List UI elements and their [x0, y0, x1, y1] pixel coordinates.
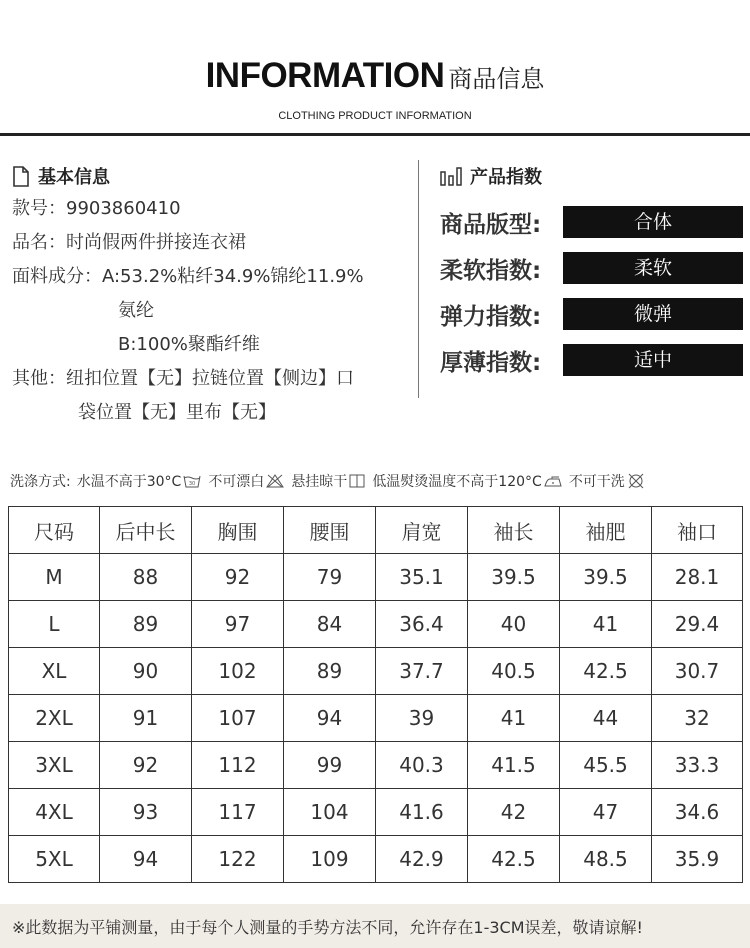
thickness-row: [440, 344, 745, 376]
table-cell: 5XL: [9, 836, 100, 883]
table-cell: 45.5: [560, 742, 652, 789]
header-size: 尺码: [9, 507, 100, 554]
fit-row: [440, 206, 745, 238]
table-cell: 122: [192, 836, 284, 883]
table-cell: 88: [100, 554, 192, 601]
table-cell: L: [9, 601, 100, 648]
table-cell: 107: [192, 695, 284, 742]
header: [0, 0, 750, 136]
other-row: [12, 362, 412, 396]
table-cell: 39: [376, 695, 468, 742]
softness-row: [440, 252, 745, 284]
no-dryclean-icon: [627, 473, 645, 489]
fabric-row: [12, 260, 412, 294]
table-cell: 89: [100, 601, 192, 648]
table-cell: 90: [100, 648, 192, 695]
table-row: [9, 836, 743, 883]
table-cell: 40: [468, 601, 560, 648]
basic-info-section: [12, 160, 412, 430]
line-dry-icon: [349, 474, 365, 488]
size-table: [8, 506, 743, 883]
table-cell: 79: [284, 554, 376, 601]
washing-instructions: [10, 470, 652, 492]
table-row: [9, 648, 743, 695]
table-cell: 30.7: [652, 648, 743, 695]
header-bust: 胸围: [192, 507, 284, 554]
product-index-title: 产品指数: [470, 167, 542, 188]
other-value-line2: 袋位置【无】里布【无】: [78, 402, 276, 423]
table-row: [9, 695, 743, 742]
table-cell: 93: [100, 789, 192, 836]
elasticity-row: [440, 298, 745, 330]
table-cell: 94: [100, 836, 192, 883]
style-number-row: [12, 192, 412, 226]
table-cell: 41.6: [376, 789, 468, 836]
basic-info-heading: [12, 160, 412, 192]
table-cell: 44: [560, 695, 652, 742]
elasticity-label: 弹力指数:: [440, 303, 542, 330]
other-value-line1: 纽扣位置【无】拉链位置【侧边】口: [66, 368, 354, 389]
table-header-row: [9, 507, 743, 554]
wash-item-line-dry: 悬挂晾干: [291, 474, 348, 490]
header-sleeve-length: 袖长: [468, 507, 560, 554]
table-cell: 3XL: [9, 742, 100, 789]
fabric-a-value: A:53.2%粘纤34.9%锦纶11.9%: [102, 266, 364, 287]
table-cell: 94: [284, 695, 376, 742]
table-cell: 42.5: [560, 648, 652, 695]
title-row: [0, 56, 750, 96]
style-number-value: 9903860410: [66, 198, 181, 219]
title-english: INFORMATION: [205, 56, 445, 95]
product-name-label: 品名：: [12, 232, 66, 253]
table-cell: 92: [100, 742, 192, 789]
basic-info-title: 基本信息: [38, 167, 110, 188]
elasticity-value: 微弹: [563, 298, 743, 330]
thickness-label: 厚薄指数:: [440, 349, 542, 376]
table-cell: 36.4: [376, 601, 468, 648]
table-cell: 92: [192, 554, 284, 601]
fabric-a-continued: 氨纶: [118, 300, 154, 321]
table-cell: 33.3: [652, 742, 743, 789]
wash-item-no-dryclean: 不可干洗: [568, 474, 625, 490]
table-cell: 41.5: [468, 742, 560, 789]
table-cell: 102: [192, 648, 284, 695]
section-divider: [418, 160, 419, 398]
table-cell: 84: [284, 601, 376, 648]
header-shoulder: 肩宽: [376, 507, 468, 554]
product-name-row: [12, 226, 412, 260]
table-cell: 109: [284, 836, 376, 883]
table-cell: 48.5: [560, 836, 652, 883]
svg-text:30: 30: [189, 481, 196, 487]
measurement-note-text: ※此数据为平铺测量，由于每个人测量的手势方法不同，允许存在1-3CM误差，敬请谅解!: [12, 917, 643, 937]
header-sleeve-width: 袖肥: [560, 507, 652, 554]
wash-label: 洗涤方式:: [10, 474, 71, 490]
table-cell: 42.5: [468, 836, 560, 883]
header-cuff: 袖口: [652, 507, 743, 554]
table-cell: 42: [468, 789, 560, 836]
style-number-label: 款号：: [12, 198, 66, 219]
table-cell: 35.9: [652, 836, 743, 883]
table-cell: 41: [560, 601, 652, 648]
table-cell: 117: [192, 789, 284, 836]
header-waist: 腰围: [284, 507, 376, 554]
table-cell: 42.9: [376, 836, 468, 883]
fabric-label: 面料成分：: [12, 266, 102, 287]
table-cell: 4XL: [9, 789, 100, 836]
table-cell: 39.5: [468, 554, 560, 601]
product-index-heading: [440, 160, 745, 192]
fit-label: 商品版型:: [440, 211, 542, 238]
thickness-value: 适中: [563, 344, 743, 376]
table-cell: 112: [192, 742, 284, 789]
table-cell: 40.5: [468, 648, 560, 695]
table-cell: 99: [284, 742, 376, 789]
table-row: [9, 789, 743, 836]
table-cell: 97: [192, 601, 284, 648]
measurement-note: [0, 904, 750, 948]
table-cell: 41: [468, 695, 560, 742]
table-cell: 28.1: [652, 554, 743, 601]
document-icon: [12, 166, 30, 187]
table-cell: 37.7: [376, 648, 468, 695]
table-cell: M: [9, 554, 100, 601]
wash-item-no-bleach: 不可漂白: [208, 474, 265, 490]
title-chinese: 商品信息: [448, 64, 545, 93]
table-cell: 34.6: [652, 789, 743, 836]
no-bleach-icon: [266, 474, 284, 488]
table-cell: 35.1: [376, 554, 468, 601]
fabric-b-value: B:100%聚酯纤维: [118, 334, 260, 355]
subtitle: CLOTHING PRODUCT INFORMATION: [278, 110, 472, 122]
table-cell: XL: [9, 648, 100, 695]
iron-icon: [544, 474, 562, 488]
header-back-length: 后中长: [100, 507, 192, 554]
wash-item-water-temp: 水温不高于30°C: [76, 474, 182, 490]
softness-label: 柔软指数:: [440, 257, 542, 284]
table-cell: 89: [284, 648, 376, 695]
washtub-icon: [183, 474, 201, 488]
table-row: [9, 742, 743, 789]
fit-value: 合体: [563, 206, 743, 238]
table-row: [9, 554, 743, 601]
basic-info-list: [12, 192, 412, 430]
table-cell: 47: [560, 789, 652, 836]
table-cell: 39.5: [560, 554, 652, 601]
bar-chart-icon: [440, 166, 462, 186]
header-divider: [0, 133, 750, 136]
table-cell: 32: [652, 695, 743, 742]
product-name-value: 时尚假两件拼接连衣裙: [66, 232, 246, 253]
product-index-section: [440, 160, 745, 376]
table-cell: 40.3: [376, 742, 468, 789]
table-row: [9, 601, 743, 648]
wash-item-iron: 低温熨烫温度不高于120°C: [372, 474, 542, 490]
table-cell: 104: [284, 789, 376, 836]
table-cell: 91: [100, 695, 192, 742]
table-cell: 2XL: [9, 695, 100, 742]
table-cell: 29.4: [652, 601, 743, 648]
other-label: 其他：: [12, 368, 66, 389]
softness-value: 柔软: [563, 252, 743, 284]
